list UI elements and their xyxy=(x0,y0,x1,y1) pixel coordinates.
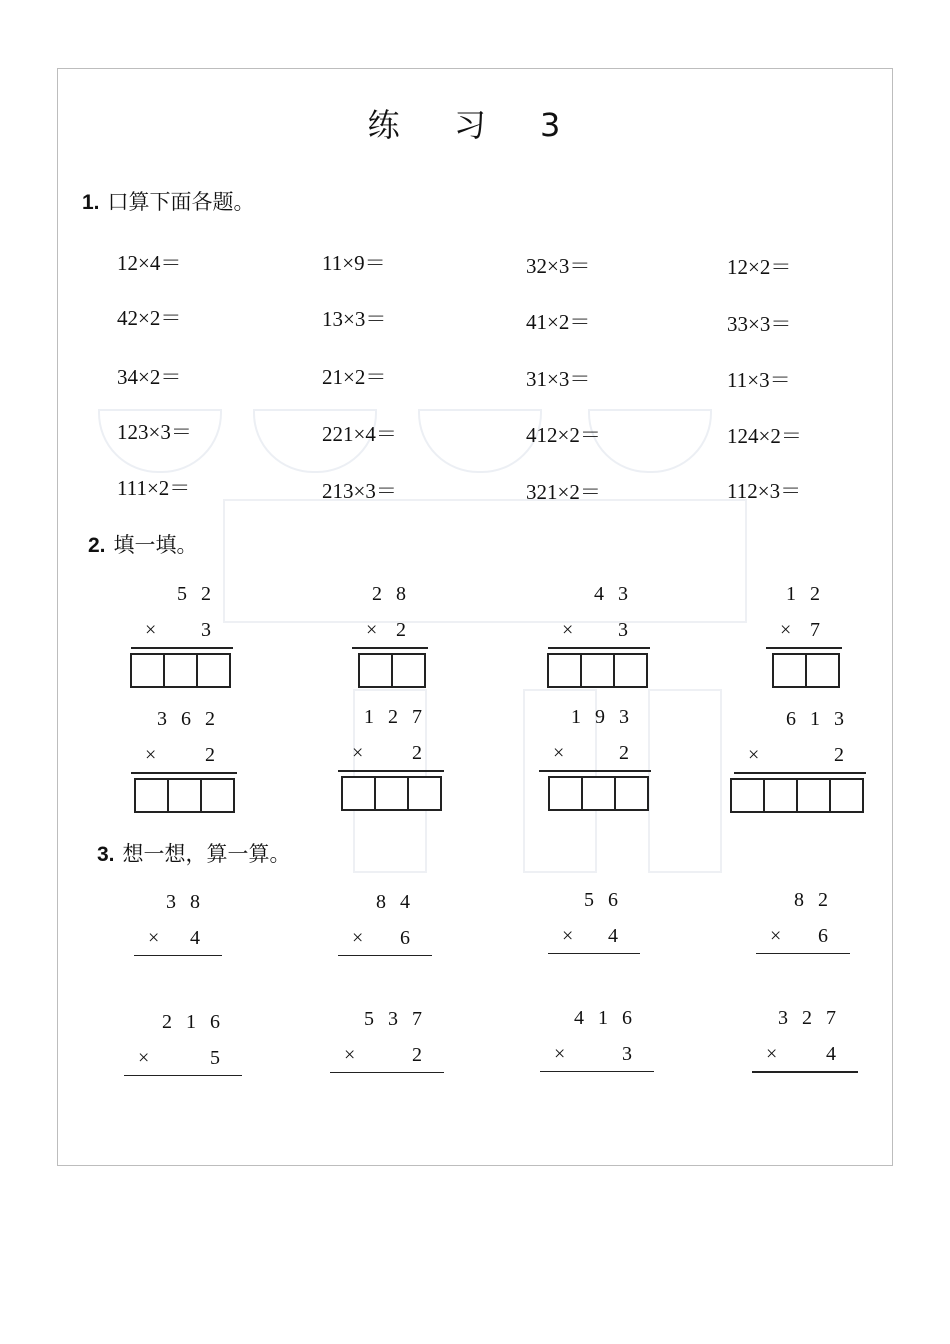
oral-problem: 112×3＝ xyxy=(727,479,802,503)
fill-in-problem xyxy=(539,706,651,810)
fill-in-problem xyxy=(131,583,233,687)
result-line xyxy=(539,770,651,772)
section-3-label: 想一想，算一算。 xyxy=(122,842,291,866)
result-line xyxy=(131,772,237,774)
vertical-problem xyxy=(548,889,640,959)
times-sign: × xyxy=(780,619,792,641)
result-line xyxy=(756,953,850,954)
answer-box[interactable] xyxy=(772,653,807,688)
multiplicand: 537 xyxy=(364,1008,436,1030)
multiplicand: 127 xyxy=(364,706,436,728)
answer-box[interactable] xyxy=(358,653,393,688)
multiplier: 3 xyxy=(201,619,211,641)
multiplicand: 193 xyxy=(571,706,643,728)
answer-boxes xyxy=(550,776,649,811)
answer-box[interactable] xyxy=(341,776,376,811)
oral-problem: 123×3＝ xyxy=(117,420,192,444)
result-line xyxy=(548,953,640,954)
times-sign: × xyxy=(145,744,157,766)
multiplicand: 28 xyxy=(372,583,420,605)
multiplicand: 82 xyxy=(794,889,842,911)
times-sign: × xyxy=(770,925,782,947)
times-sign: × xyxy=(562,925,574,947)
answer-box[interactable] xyxy=(613,653,648,688)
result-line xyxy=(338,770,444,772)
result-line xyxy=(352,647,428,649)
answer-boxes xyxy=(132,653,231,688)
oral-problem: 12×4＝ xyxy=(117,251,182,275)
times-sign: × xyxy=(554,1043,566,1065)
answer-box[interactable] xyxy=(614,776,649,811)
oral-problem: 213×3＝ xyxy=(322,479,397,503)
multiplier: 6 xyxy=(400,927,410,949)
section-1-label: 口算下面各题。 xyxy=(107,190,255,214)
multiplier: 7 xyxy=(810,619,820,641)
answer-box[interactable] xyxy=(407,776,442,811)
multiplier: 5 xyxy=(210,1047,220,1069)
times-sign: × xyxy=(138,1047,150,1069)
oral-problem: 12×2＝ xyxy=(727,255,792,279)
result-line xyxy=(131,647,233,649)
fill-in-problem xyxy=(766,583,842,687)
oral-problem: 221×4＝ xyxy=(322,422,397,446)
multiplier: 4 xyxy=(608,925,618,947)
result-line xyxy=(338,955,432,956)
oral-problem: 42×2＝ xyxy=(117,306,182,330)
times-sign: × xyxy=(352,742,364,764)
multiplier: 2 xyxy=(619,742,629,764)
multiplier: 2 xyxy=(412,1044,422,1066)
oral-problem: 321×2＝ xyxy=(526,480,601,504)
multiplicand: 416 xyxy=(574,1007,646,1029)
answer-boxes xyxy=(360,653,426,688)
result-line xyxy=(540,1071,654,1072)
result-line xyxy=(734,772,866,774)
multiplicand: 84 xyxy=(376,891,424,913)
answer-boxes xyxy=(136,778,235,813)
fill-in-problem xyxy=(338,706,444,810)
oral-problem: 111×2＝ xyxy=(117,476,191,500)
times-sign: × xyxy=(366,619,378,641)
answer-boxes xyxy=(343,776,442,811)
times-sign: × xyxy=(145,619,157,641)
answer-boxes xyxy=(732,778,864,813)
answer-box[interactable] xyxy=(548,776,583,811)
multiplicand: 56 xyxy=(584,889,632,911)
answer-box[interactable] xyxy=(130,653,165,688)
fill-in-problem xyxy=(548,583,650,687)
times-sign: × xyxy=(148,927,160,949)
multiplier: 3 xyxy=(618,619,628,641)
multiplier: 3 xyxy=(622,1043,632,1065)
vertical-problem xyxy=(752,1007,858,1077)
answer-boxes xyxy=(774,653,840,688)
multiplier: 2 xyxy=(396,619,406,641)
section-2-label: 填一填。 xyxy=(113,533,198,557)
oral-problem: 412×2＝ xyxy=(526,423,601,447)
fill-in-problem xyxy=(734,708,866,812)
times-sign: × xyxy=(352,927,364,949)
times-sign: × xyxy=(766,1043,778,1065)
section-2-heading xyxy=(88,529,198,559)
answer-box[interactable] xyxy=(200,778,235,813)
oral-problem: 11×3＝ xyxy=(727,368,791,392)
result-line xyxy=(766,647,842,649)
times-sign: × xyxy=(562,619,574,641)
oral-problem: 41×2＝ xyxy=(526,310,591,334)
answer-box[interactable] xyxy=(805,653,840,688)
fill-in-problem xyxy=(352,583,428,687)
multiplier: 4 xyxy=(190,927,200,949)
answer-box[interactable] xyxy=(134,778,169,813)
answer-box[interactable] xyxy=(580,653,615,688)
multiplicand: 613 xyxy=(786,708,858,730)
oral-problem: 21×2＝ xyxy=(322,365,387,389)
answer-box[interactable] xyxy=(374,776,409,811)
oral-problem: 11×9＝ xyxy=(322,251,386,275)
vertical-problem xyxy=(756,889,850,959)
multiplicand: 12 xyxy=(786,583,834,605)
oral-problem: 13×3＝ xyxy=(322,307,387,331)
result-line xyxy=(124,1075,242,1076)
times-sign: × xyxy=(748,744,760,766)
answer-box[interactable] xyxy=(829,778,864,813)
result-line xyxy=(752,1071,858,1073)
multiplier: 6 xyxy=(818,925,828,947)
answer-box[interactable] xyxy=(730,778,765,813)
result-line xyxy=(548,647,650,649)
multiplicand: 38 xyxy=(166,891,214,913)
section-2-number: 2. xyxy=(88,534,106,557)
multiplier: 2 xyxy=(205,744,215,766)
result-line xyxy=(330,1072,444,1073)
result-line xyxy=(134,955,222,956)
multiplicand: 327 xyxy=(778,1007,850,1029)
times-sign: × xyxy=(344,1044,356,1066)
oral-problem: 124×2＝ xyxy=(727,424,802,448)
fill-in-problem xyxy=(131,708,237,812)
times-sign: × xyxy=(553,742,565,764)
oral-problem: 31×3＝ xyxy=(526,367,591,391)
vertical-problem xyxy=(134,891,222,961)
multiplicand: 52 xyxy=(177,583,225,605)
answer-box[interactable] xyxy=(547,653,582,688)
vertical-problem xyxy=(124,1011,242,1081)
answer-box[interactable] xyxy=(796,778,831,813)
answer-box[interactable] xyxy=(763,778,798,813)
section-3-number: 3. xyxy=(97,843,115,866)
answer-boxes xyxy=(549,653,648,688)
answer-box[interactable] xyxy=(196,653,231,688)
multiplier: 4 xyxy=(826,1043,836,1065)
multiplier: 2 xyxy=(834,744,844,766)
answer-box[interactable] xyxy=(163,653,198,688)
section-3-heading xyxy=(97,838,291,868)
oral-problem: 32×3＝ xyxy=(526,254,591,278)
oral-problem: 34×2＝ xyxy=(117,365,182,389)
section-1-number: 1. xyxy=(82,191,100,214)
section-1-heading xyxy=(82,186,255,216)
vertical-problem xyxy=(540,1007,654,1077)
answer-box[interactable] xyxy=(167,778,202,813)
multiplicand: 216 xyxy=(162,1011,234,1033)
multiplier: 2 xyxy=(412,742,422,764)
answer-box[interactable] xyxy=(391,653,426,688)
answer-box[interactable] xyxy=(581,776,616,811)
page-title: 练 习 3 xyxy=(367,106,583,144)
vertical-problem xyxy=(338,891,432,961)
multiplicand: 362 xyxy=(157,708,229,730)
vertical-problem xyxy=(330,1008,444,1078)
multiplicand: 43 xyxy=(594,583,642,605)
oral-problem: 33×3＝ xyxy=(727,312,792,336)
